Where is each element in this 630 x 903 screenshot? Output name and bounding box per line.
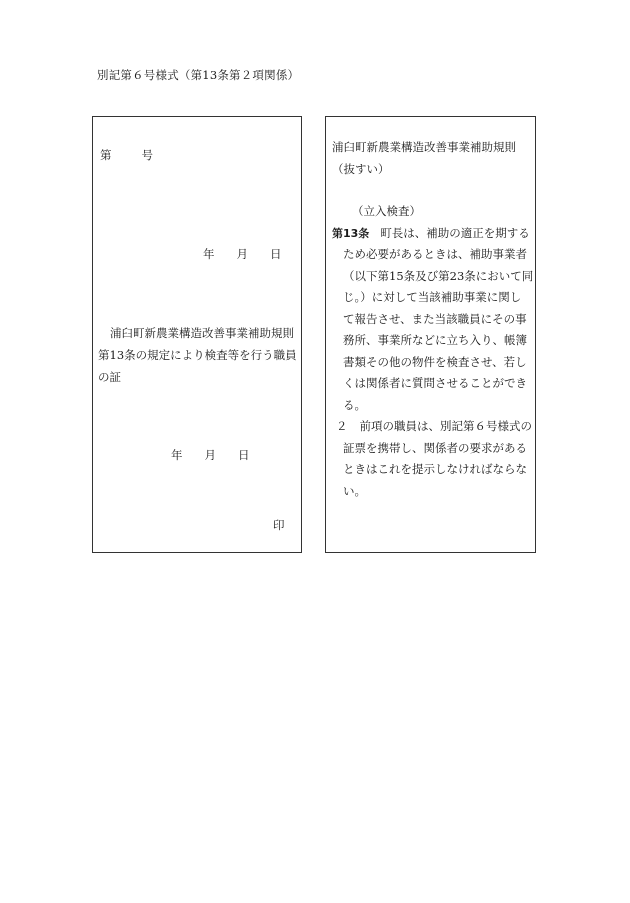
certificate-number [100,147,153,163]
date-month: 月 [204,448,216,462]
seal-mark: 印 [273,518,285,532]
paragraph-line: い。 [343,483,366,498]
article-number: 第13条 [332,226,370,240]
article-line: じ。）に対して当該補助事業に関し [343,290,522,304]
paragraph-line: ときはこれを提示しなければならな [343,462,527,476]
number-suffix: 号 [141,148,153,162]
article-line: くは関係者に質問させることができ [343,376,527,390]
expiry-date [171,447,250,463]
article-line: （以下第15条及び第23条において同 [343,268,534,283]
date-year: 年 [203,247,215,261]
date-year: 年 [171,448,183,462]
number-prefix: 第 [100,148,112,162]
paragraph-line: 前項の職員は、別記第６号様式の [359,419,532,433]
paragraph-number: ２ [336,419,348,433]
article-line: 町長は、補助の適正を期する [380,225,530,240]
section-heading: （立入検査） [352,204,421,218]
id-card-front [92,116,302,553]
article-line: る。 [343,397,366,412]
issue-date [203,246,282,262]
excerpt-body [332,201,533,502]
paragraph-line: 証票を携帯し、関係者の要求がある [343,440,527,455]
article-line: 書類その他の物件を検査させ、若し [343,354,527,369]
cert-line: の証 [98,370,121,384]
regulation-excerpt [325,116,536,553]
date-month: 月 [236,247,248,261]
excerpt-title-line: （抜すい） [332,162,390,176]
article-line: 務所、事業所などに立ち入り、帳簿 [343,333,527,347]
article-line: て報告させ、また当該職員にその事 [343,311,527,326]
form-title: 別記第６号様式（第13条第２項関係） [97,68,300,82]
excerpt-title [332,136,516,180]
cert-line: 第13条の規定により検査等を行う職員 [98,348,297,362]
cert-line: 浦臼町新農業構造改善事業補助規則 [110,326,294,340]
excerpt-title-line: 浦臼町新農業構造改善事業補助規則 [332,140,516,154]
date-day: 日 [270,247,282,261]
certificate-text [98,322,297,388]
article-line: ため必要があるときは、補助事業者 [343,247,527,261]
date-day: 日 [238,448,250,462]
